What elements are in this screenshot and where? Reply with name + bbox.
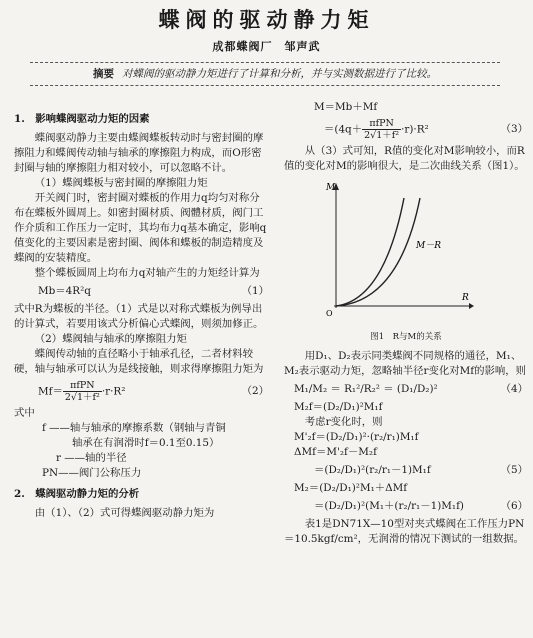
equation-6 [284,499,528,514]
subsection-heading: （1）蝶阀蝶板与密封圈的摩擦阻力矩 [34,177,208,189]
y-axis-label: M [326,183,336,193]
equation-number: （6） [500,500,528,512]
fraction-denominator: 2√1＋f² [364,130,400,141]
variable-def: f ——轴与轴承的摩擦系数（钢轴与青铜 [42,422,226,434]
paragraph: 考虑r变化时，则 [304,416,383,428]
equation-body: ＝(D₂/D₁)²(r₂/r₁－1)M₁f [314,464,431,476]
origin-label: O [326,309,333,318]
equation-line: M＝Mb＋Mf [314,101,378,113]
variable-def: r ——轴的半径 [56,452,127,464]
right-column [284,100,528,547]
equation-5 [284,463,528,478]
where-label: 式中 [14,407,35,419]
paragraph: 开关阀门时，密封圈对蝶板的作用力q均匀对称分布在蝶板外圆周上。如密封圈材质、阀體材质，阀门工作介质和工作压力一定时，其均布力q基本确定，影响q值变化的主要因素是密封圈、阀体和蝶板的制造精度及蝶阀的安装精度。 [14,192,267,264]
fraction-denominator: 2√1＋f² [64,392,100,403]
equation-number: （5） [500,464,528,476]
equation-number: （3） [500,123,528,135]
paragraph: 从（3）式可知，R值的变化对M影响较小，而R值的变化对M的影响很大，是二次曲线关系（图1）。 [284,145,525,172]
equation-3 [284,118,528,141]
variable-def: PN——阀门公称压力 [42,467,142,479]
equation-body: Mb＝4R²q [38,285,91,297]
equation-line: ΔMf＝M'₂f－M₂f [294,446,377,458]
equation-number: （2） [241,385,269,397]
equation-part: ·r·R² [101,385,126,398]
paragraph: 式中R为蝶板的半径。（1）式是以对称式蝶板为例导出的计算式，若要用该式分析偏心式蝶阀，则须加修正。 [14,303,264,330]
paragraph: 蝶阀传动轴的直径略小于轴承孔径，二者材料较硬，轴与轴承可以认为是线接触，则求得摩擦阻力矩为 [14,348,264,375]
equation-part: Mf＝ [38,385,63,398]
fraction [362,118,401,141]
fraction-numerator: πfPN [362,118,401,130]
equation-line: M'₂f＝(D₂/D₁)²·(r₂/r₁)M₁f [294,431,419,443]
author-line: 成都蝶阀厂 邹声武 [212,40,321,53]
paper-title: 蝶阀的驱动静力矩 [158,7,375,32]
paragraph: 用D₁、D₂表示同类蝶阀不同规格的通径，M₁、M₂表示驱动力矩，忽略轴半径r变化对Mf的影响，则 [284,350,527,377]
section-1-heading: 1. 影响蝶阀驱动力矩的因素 [14,113,150,125]
abstract-label: 摘要 [93,68,114,80]
section-2-heading: 2. 蝶阀驱动静力矩的分析 [14,488,140,500]
curve-outer [336,198,420,306]
figure-1 [284,178,528,328]
paragraph: 整个蝶板圆周上均布力q对轴产生的力矩经计算为 [34,267,260,279]
abstract-box [30,62,500,86]
curve-label: M－R [416,241,441,251]
curve-inner [336,198,404,306]
equation-number: （4） [500,383,528,395]
variable-list [14,421,269,481]
m-r-plot [324,178,474,318]
fraction [63,380,102,403]
fraction-numerator: πfPN [63,380,102,392]
equation-part: ＝(4q＋ [324,123,363,136]
equation-line: M₂f＝(D₂/D₁)²M₁f [294,401,383,413]
equation-1 [14,284,269,299]
abstract-text: 对蝶阀的驱动静力矩进行了计算和分析，并与实测数据进行了比较。 [122,68,437,80]
equation-number: （1） [241,285,269,297]
equation-part: ·r)·R² [401,123,429,136]
figure-caption: 图1 R与M的关系 [370,332,442,342]
equation-line: M₂＝(D₂/D₁)²M₁＋ΔMf [294,482,408,494]
subsection-heading: （2）蝶阀轴与轴承的摩擦阻力矩 [34,333,187,345]
x-axis-label: R [462,293,469,303]
paragraph: 由（1）、（2）式可得蝶阀驱动静力矩为 [34,507,215,519]
equation-4 [284,382,528,397]
equation-body: ＝(D₂/D₁)²(M₁＋(r₂/r₁－1)M₁f) [314,500,464,512]
paragraph: 表1是DN71X—10型对夹式蝶阀在工作压力PN＝10.5kgf/cm²，无润滑的情况下测试的一组数据。 [284,518,525,545]
equation-2 [14,380,269,403]
x-axis-arrow [469,303,474,309]
left-column [14,108,269,521]
equation-body: M₁/M₂ ＝ R₁²/R₂² ＝ (D₁/D₂)² [294,383,438,395]
paragraph: 蝶阀驱动静力主要由蝶阀蝶板转动时与密封圈的摩擦阻力和蝶阀传动轴与轴承的摩擦阻力构成，而O形密封圈与轴的摩擦阻力相对较小，可以忽略不计。 [14,132,264,174]
variable-def: 轴承在有润滑时f＝0.1至0.15） [72,437,220,449]
